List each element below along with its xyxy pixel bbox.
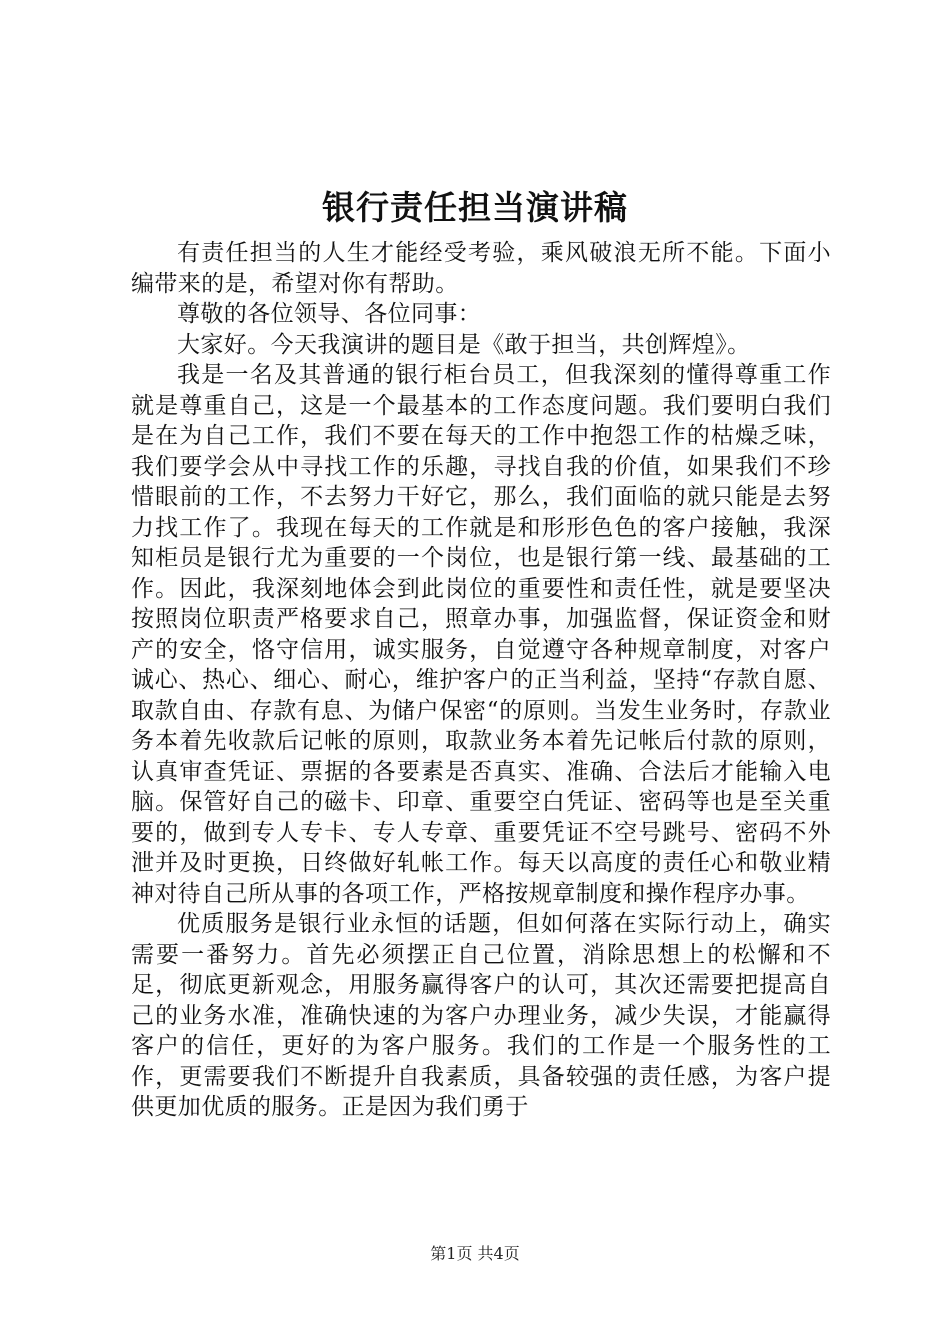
paragraph-quality-service: 优质服务是银行业永恒的话题，但如何落在实际行动上，确实需要一番努力。首先必须摆正自己位置，消除思想上的松懈和不足，彻底更新观念，用服务赢得客户的认可，其次还需要把提高自己的业务水准，准确快速的为客户办理业务，减少失误，才能赢得客户的信任，更好的为客户服务。我们的工作是一个服务性的工作，更需要我们不断提升自我素质，具备较强的责任感，为客户提供更加优质的服务。正是因为我们勇于: [131, 911, 831, 1120]
paragraph-intro: 有责任担当的人生才能经受考验，乘风破浪无所不能。下面小编带来的是，希望对你有帮助。: [131, 240, 831, 297]
page-footer: 第1页 共4页: [430, 1244, 520, 1263]
paragraph-salutation: 尊敬的各位领导、各位同事：: [177, 301, 482, 327]
paragraph-work-attitude: 我是一名及其普通的银行柜台员工，但我深刻的懂得尊重工作就是尊重自己，这是一个最基本的工作态度问题。我们要明白我们是在为自己工作，我们不要在每天的工作中抱怨工作的枯燥乏味，我们要学会从中寻找工作的乐趣，寻找自我的价值，如果我们不珍惜眼前的工作，不去努力干好它，那么，我们面临的就只能是去努力找工作了。我现在每天的工作就是和形形色色的客户接触，我深知柜员是银行尤为重要的一个岗位，也是银行第一线、最基础的工作。因此，我深刻地体会到此岗位的重要性和责任性，就是要坚决按照岗位职责严格要求自己，照章办事，加强监督，保证资金和财产的安全，恪守信用，诚实服务，自觉遵守各种规章制度，对客户诚心、热心、细心、耐心，维护客户的正当利益，坚持“存款自愿、取款自由、存款有息、为储户保密“的原则。当发生业务时，存款业务本着先收款后记帐的原则，取款业务本着先记帐后付款的原则，认真审查凭证、票据的各要素是否真实、准确、合法后才能输入电脑。保管好自己的磁卡、印章、重要空白凭证、密码等也是至关重要的，做到专人专卡、专人专章、重要凭证不空号跳号、密码不外泄并及时更换，日终做好轧帐工作。每天以高度的责任心和敬业精神对待自己所从事的各项工作，严格按规章制度和操作程序办事。: [131, 362, 831, 907]
paragraph-greeting: 大家好。今天我演讲的题目是《敢于担当，共创辉煌》。: [177, 331, 751, 358]
document-title: 银行责任担当演讲稿: [322, 188, 628, 227]
document-body: [131, 238, 831, 1123]
